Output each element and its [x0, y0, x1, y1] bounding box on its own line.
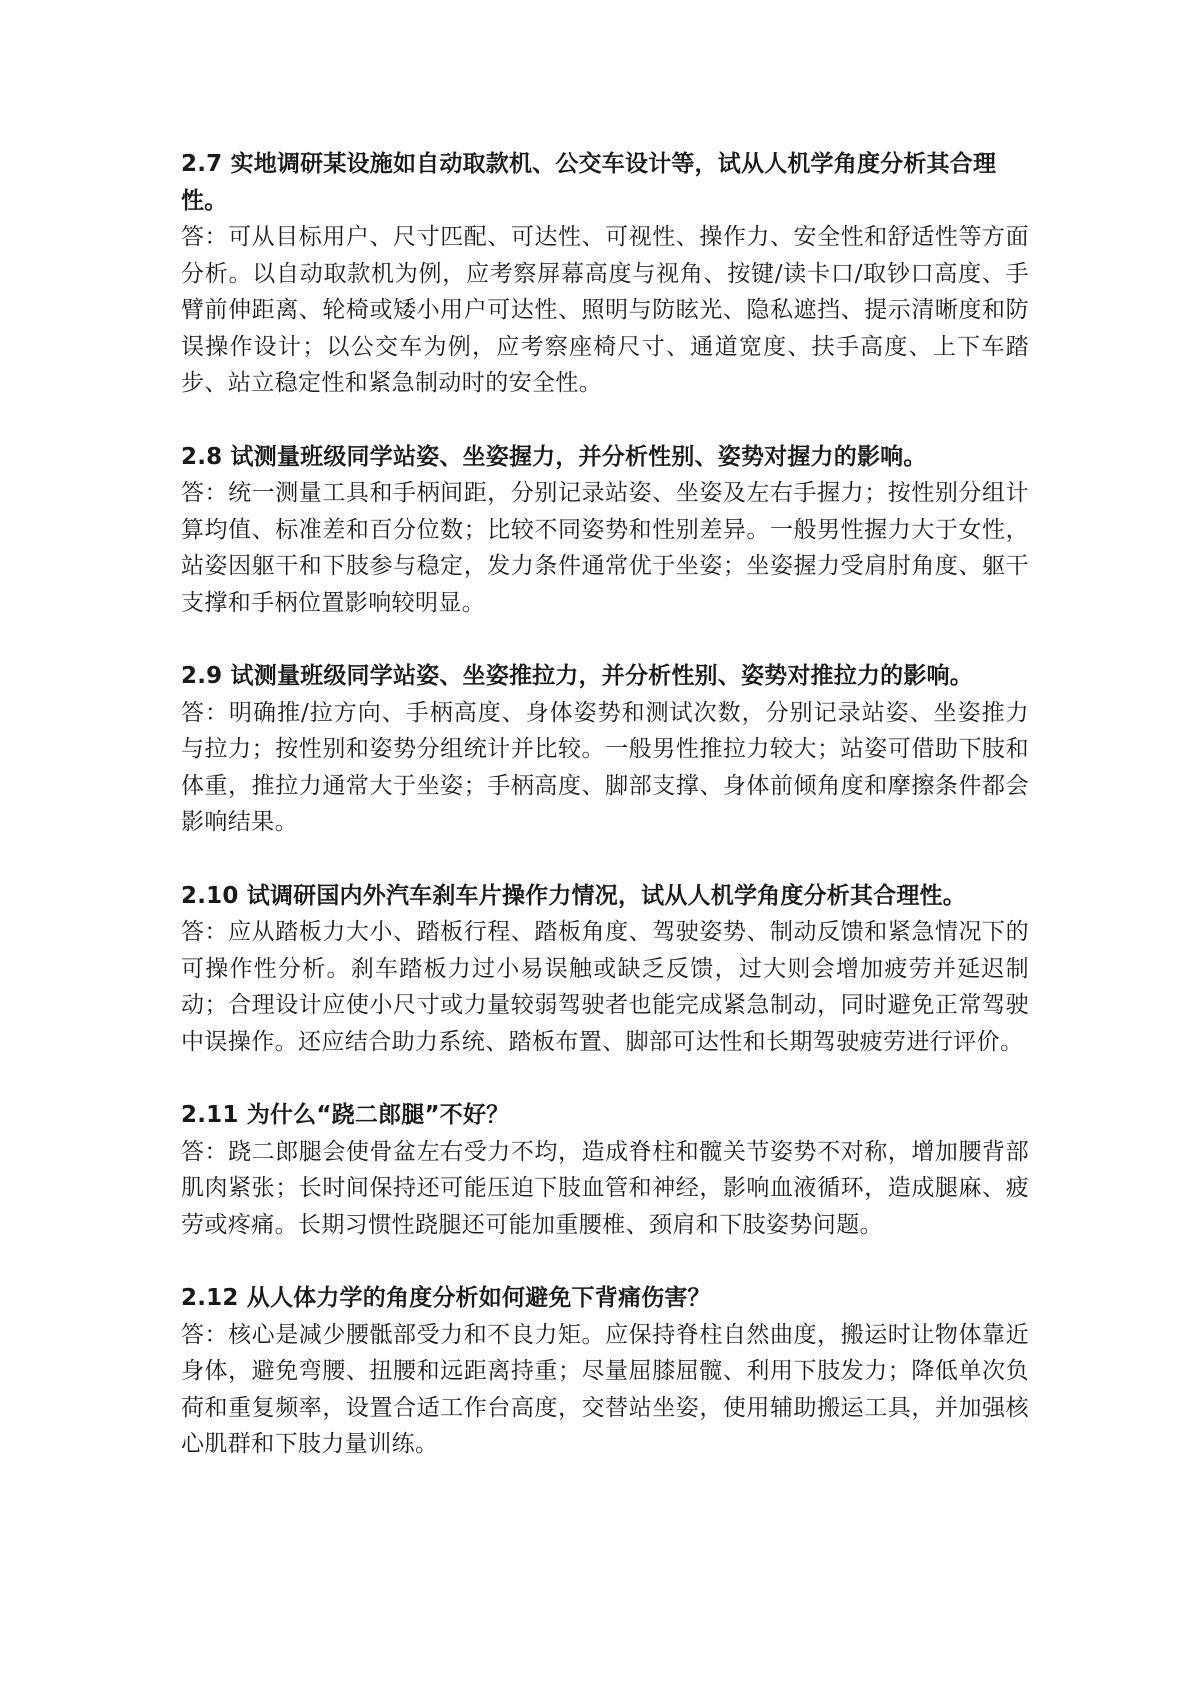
- document-body: [181, 146, 1029, 1500]
- answer-text: 答：应从踏板力大小、踏板行程、踏板角度、驾驶姿势、制动反馈和紧急情况下的可操作性分析。刹车踏板力过小易误触或缺乏反馈，过大则会增加疲劳并延迟制动；合理设计应使小尺寸或力量较弱驾驶者也能完成紧急制动，同时避免正常驾驶中误操作。还应结合助力系统、踏板布置、脚部可达性和长期驾驶疲劳进行评价。: [181, 919, 1029, 1055]
- question-heading: 2.7 实地调研某设施如自动取款机、公交车设计等，试从人机学角度分析其合理性。: [181, 151, 997, 214]
- question-heading: 2.11 为什么“跷二郎腿”不好？: [181, 1102, 510, 1128]
- qa-item-2-10: [181, 878, 1029, 1061]
- answer-text: 答：明确推/拉方向、手柄高度、身体姿势和测试次数，分别记录站姿、坐姿推力与拉力；按性别和姿势分组统计并比较。一般男性推拉力较大；站姿可借助下肢和体重，推拉力通常大于坐姿；手柄高度、脚部支撑、身体前倾角度和摩擦条件都会影响结果。: [181, 699, 1029, 835]
- qa-item-2-11: [181, 1097, 1029, 1243]
- qa-item-2-9: [181, 658, 1029, 841]
- answer-text: 答：统一测量工具和手柄间距，分别记录站姿、坐姿及左右手握力；按性别分组计算均值、标准差和百分位数；比较不同姿势和性别差异。一般男性握力大于女性，站姿因躯干和下肢参与稳定，发力条件通常优于坐姿；坐姿握力受肩肘角度、躯干支撑和手柄位置影响较明显。: [181, 480, 1029, 616]
- answer-text: 答：核心是减少腰骶部受力和不良力矩。应保持脊柱自然曲度，搬运时让物体靠近身体，避免弯腰、扭腰和远距离持重；尽量屈膝屈髋、利用下肢发力；降低单次负荷和重复频率，设置合适工作台高度，交替站坐姿，使用辅助搬运工具，并加强核心肌群和下肢力量训练。: [181, 1321, 1029, 1457]
- question-heading: 2.9 试测量班级同学站姿、坐姿推拉力，并分析性别、姿势对推拉力的影响。: [181, 663, 973, 689]
- question-heading: 2.10 试调研国内外汽车刹车片操作力情况，试从人机学角度分析其合理性。: [181, 882, 966, 909]
- answer-text: 答：跷二郎腿会使骨盆左右受力不均，造成脊柱和髋关节姿势不对称，增加腰背部肌肉紧张；长时间保持还可能压迫下肢血管和神经，影响血液循环，造成腿麻、疲劳或疼痛。长期习惯性跷腿还可能加重腰椎、颈肩和下肢姿势问题。: [181, 1138, 1029, 1238]
- question-heading: 2.8 试测量班级同学站姿、坐姿握力，并分析性别、姿势对握力的影响。: [181, 443, 927, 470]
- qa-item-2-8: [181, 439, 1029, 622]
- question-heading: 2.12 从人体力学的角度分析如何避免下背痛伤害？: [181, 1285, 711, 1311]
- qa-item-2-12: [181, 1280, 1029, 1463]
- answer-text: 答：可从目标用户、尺寸匹配、可达性、可视性、操作力、安全性和舒适性等方面分析。以自动取款机为例，应考察屏幕高度与视角、按键/读卡口/取钞口高度、手臂前伸距离、轮椅或矮小用户可达性、照明与防眩光、隐私遮挡、提示清晰度和防误操作设计；以公交车为例，应考察座椅尺寸、通道宽度、扶手高度、上下车踏步、站立稳定性和紧急制动时的安全性。: [181, 224, 1029, 396]
- qa-item-2-7: [181, 146, 1029, 402]
